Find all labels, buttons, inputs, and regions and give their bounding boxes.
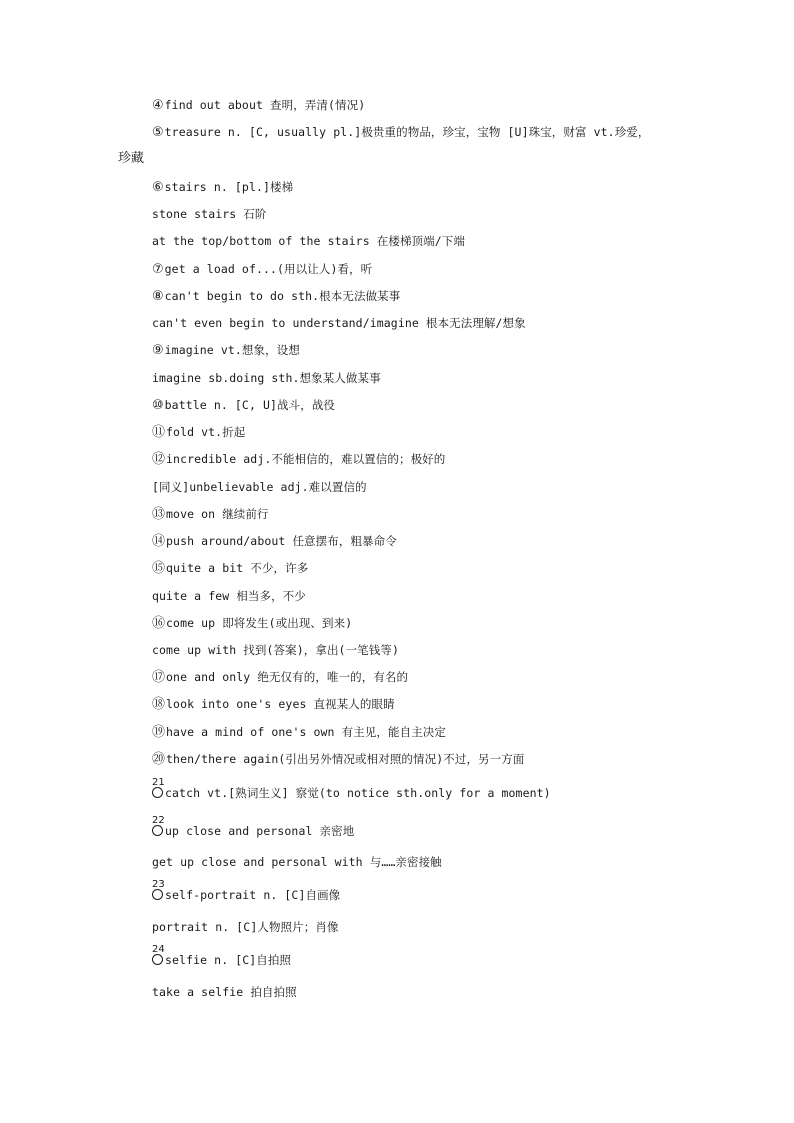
entry-number: ⑪	[152, 425, 166, 440]
circle-marker-icon	[152, 825, 163, 836]
entry-16-sub	[152, 642, 399, 659]
entry-12-sub	[152, 479, 367, 496]
entry-22-number: 22	[152, 815, 165, 826]
entry-number: ⑭	[152, 534, 166, 549]
entry-text: portrait n. [C]人物照片；肖像	[152, 920, 339, 934]
entry-number: ⑲	[152, 725, 166, 740]
entry-23	[152, 887, 340, 904]
entry-number: ⑱	[152, 697, 166, 712]
entry-text: imagine sb.doing sth.想象某人做某事	[152, 371, 381, 385]
entry-text: move on 继续前行	[166, 507, 269, 521]
entry-text: one and only 绝无仅有的，唯一的，有名的	[166, 670, 409, 684]
entry-23-number: 23	[152, 879, 165, 890]
entry-text: quite a bit 不少，许多	[166, 561, 309, 575]
entry-text: incredible adj.不能相信的，难以置信的；极好的	[166, 452, 446, 466]
entry-11	[152, 424, 245, 441]
circle-marker-icon	[152, 889, 163, 900]
entry-9-sub	[152, 370, 381, 387]
entry-17	[152, 669, 408, 686]
entry-number: ④	[152, 98, 164, 113]
entry-text: get up close and personal with 与……亲密接触	[152, 855, 442, 869]
entry-5-continuation	[118, 151, 144, 167]
entry-text: [同义]unbelievable adj.难以置信的	[152, 480, 367, 494]
entry-number: ⑤	[152, 125, 164, 140]
entry-text: selfie n. [C]自拍照	[165, 953, 292, 967]
entry-number: ⑰	[152, 670, 166, 685]
entry-text: find out about 查明，弄清(情况)	[164, 98, 366, 112]
entry-text: come up 即将发生(或出现、到来)	[166, 616, 353, 630]
entry-text: can't even begin to understand/imagine 根本无法理解/想象	[152, 316, 526, 330]
entry-number: ⑥	[152, 180, 164, 195]
entry-15-sub	[152, 588, 306, 605]
entry-16	[152, 615, 352, 632]
circle-marker-icon	[152, 787, 163, 798]
entry-number: ⑦	[152, 262, 164, 277]
entry-24-number: 24	[152, 944, 165, 955]
entry-24	[152, 952, 291, 969]
entry-number: ⑨	[152, 343, 164, 358]
entry-14	[152, 533, 397, 550]
entry-text: imagine vt.想象，设想	[164, 343, 300, 357]
entry-text: quite a few 相当多，不少	[152, 589, 306, 603]
entry-4	[152, 97, 365, 114]
entry-19	[152, 724, 446, 741]
entry-text: then/there again(引出另外情况或相对照的情况)不过，另一方面	[166, 752, 525, 766]
entry-text: at the top/bottom of the stairs 在楼梯顶端/下端	[152, 234, 465, 248]
entry-number: ⑧	[152, 289, 164, 304]
entry-number: ⑩	[152, 398, 164, 413]
entry-21-number: 21	[152, 777, 165, 788]
circle-marker-icon	[152, 954, 163, 965]
entry-10	[152, 397, 335, 414]
entry-22-sub	[152, 854, 442, 871]
entry-text: 珍藏	[118, 151, 145, 166]
entry-6-sub-1	[152, 206, 267, 223]
entry-number: ⑬	[152, 507, 166, 522]
entry-8-sub	[152, 315, 526, 332]
entry-18	[152, 696, 395, 713]
entry-13	[152, 506, 269, 523]
entry-21	[152, 785, 551, 802]
entry-text: look into one's eyes 直视某人的眼睛	[166, 697, 395, 711]
entry-20	[152, 751, 524, 768]
entry-text: catch vt.[熟词生义] 察觉(to notice sth.only for a moment)	[165, 786, 551, 800]
entry-number: ⑳	[152, 752, 166, 767]
entry-number: ⑫	[152, 452, 166, 467]
entry-22	[152, 823, 354, 840]
entry-text: stone stairs 石阶	[152, 207, 267, 221]
entry-text: treasure n. [C, usually pl.]极贵重的物品，珍宝，宝物 [U]珠宝，财富 vt.珍爱，	[164, 125, 650, 139]
entry-number: ⑮	[152, 561, 166, 576]
entry-9	[152, 342, 300, 359]
entry-text: push around/about 任意摆布，粗暴命令	[166, 534, 397, 548]
entry-text: up close and personal 亲密地	[165, 824, 355, 838]
entry-text: self-portrait n. [C]自画像	[165, 888, 341, 902]
entry-15	[152, 560, 308, 577]
entry-6	[152, 179, 293, 196]
entry-23-sub	[152, 919, 339, 936]
entry-5	[152, 124, 650, 141]
entry-8	[152, 288, 400, 305]
entry-text: fold vt.折起	[166, 425, 246, 439]
entry-text: stairs n. [pl.]楼梯	[164, 180, 294, 194]
entry-24-sub	[152, 984, 297, 1001]
entry-number: ⑯	[152, 616, 166, 631]
entry-12	[152, 451, 445, 468]
entry-text: take a selfie 拍自拍照	[152, 985, 297, 999]
entry-text: can't begin to do sth.根本无法做某事	[164, 289, 401, 303]
entry-text: battle n. [C, U]战斗，战役	[164, 398, 336, 412]
entry-text: come up with 找到(答案)，拿出(一笔钱等)	[152, 643, 399, 657]
entry-text: get a load of...(用以让人)看，听	[164, 262, 373, 276]
entry-text: have a mind of one's own 有主见，能自主决定	[166, 725, 447, 739]
entry-7	[152, 261, 372, 278]
entry-6-sub-2	[152, 233, 465, 250]
